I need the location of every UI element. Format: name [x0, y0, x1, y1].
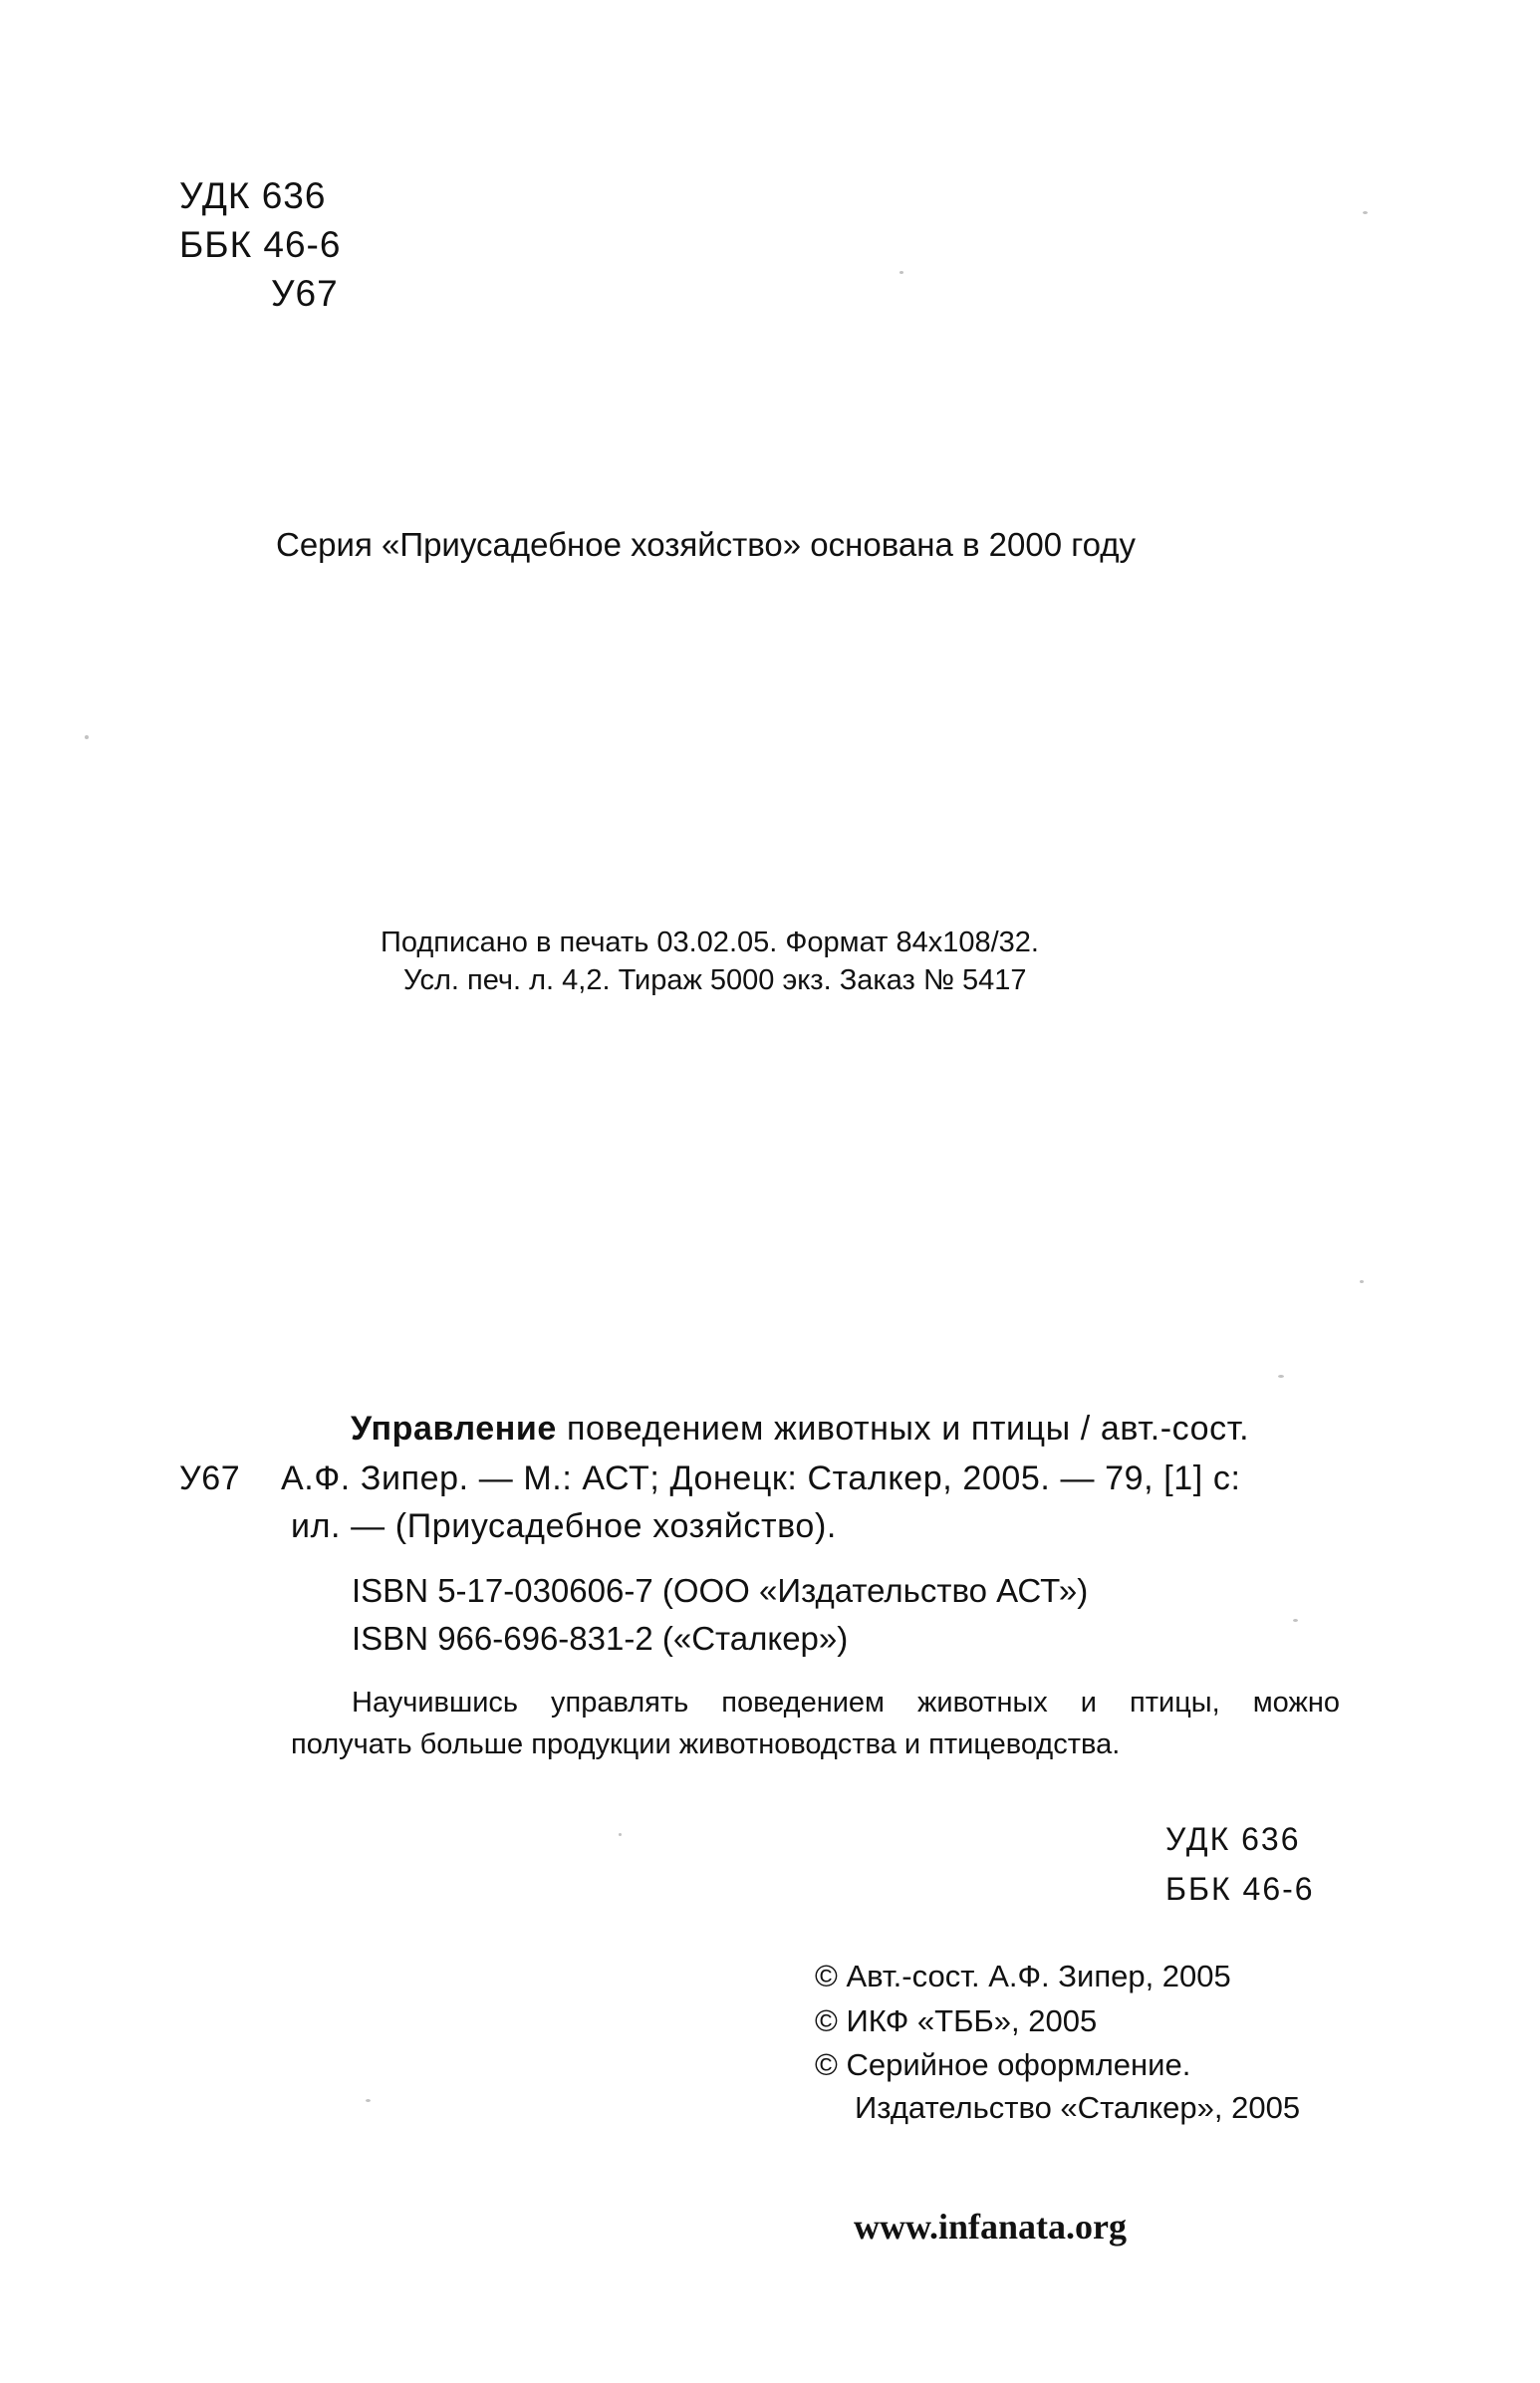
website-url[interactable]: www.infanata.org: [854, 2207, 1128, 2247]
isbn-stalker: ISBN 966-696-831-2 («Сталкер»): [352, 1620, 849, 1657]
scan-speck: [1360, 1280, 1364, 1283]
bbk-code-top: ББК 46-6: [179, 224, 342, 265]
annotation-line-1: Научившись управлять поведением животных и птицы, можно: [352, 1687, 1340, 1719]
biblio-line-2: А.Ф. Зипер. — М.: АСТ; Донецк: Сталкер, 2005. — 79, [1] с:: [281, 1459, 1241, 1497]
annotation-line-2: получать больше продукции животноводства и птицеводства.: [291, 1728, 1121, 1760]
copyright-ikf: © ИКФ «ТББ», 2005: [815, 2003, 1098, 2038]
scan-speck: [366, 2099, 371, 2102]
copyright-series: © Серийное оформление.: [815, 2047, 1191, 2082]
biblio-line-1-rest: поведением животных и птицы / авт.-сост.: [566, 1410, 1250, 1448]
series-line: Серия «Приусадебное хозяйство» основана в 2000 году: [276, 526, 1136, 563]
udk-code-top: УДК 636: [179, 175, 327, 216]
imprint-line-1: Подписано в печать 03.02.05. Формат 84x108/32.: [381, 927, 1039, 958]
author-mark-top: У67: [271, 273, 339, 314]
author-mark-biblio: У67: [179, 1459, 241, 1497]
scan-speck: [619, 1833, 622, 1836]
scan-speck: [1293, 1619, 1298, 1622]
copyright-author: © Авт.-сост. А.Ф. Зипер, 2005: [815, 1959, 1231, 1993]
scan-speck: [1363, 211, 1368, 214]
scan-speck: [85, 735, 89, 739]
isbn-ast: ISBN 5-17-030606-7 (ООО «Издательство АСТ»): [352, 1572, 1089, 1609]
bbk-code-bottom: ББК 46-6: [1165, 1871, 1315, 1907]
book-title-bold: Управление: [351, 1410, 557, 1448]
copyright-publisher: Издательство «Сталкер», 2005: [855, 2090, 1301, 2125]
biblio-line-1: [351, 1412, 1249, 1446]
scan-speck: [899, 271, 903, 274]
imprint-line-2: Усл. печ. л. 4,2. Тираж 5000 экз. Заказ № 5417: [403, 964, 1027, 996]
scan-speck: [1278, 1375, 1284, 1378]
udk-code-bottom: УДК 636: [1165, 1821, 1301, 1857]
biblio-line-3: ил. — (Приусадебное хозяйство).: [291, 1507, 837, 1545]
